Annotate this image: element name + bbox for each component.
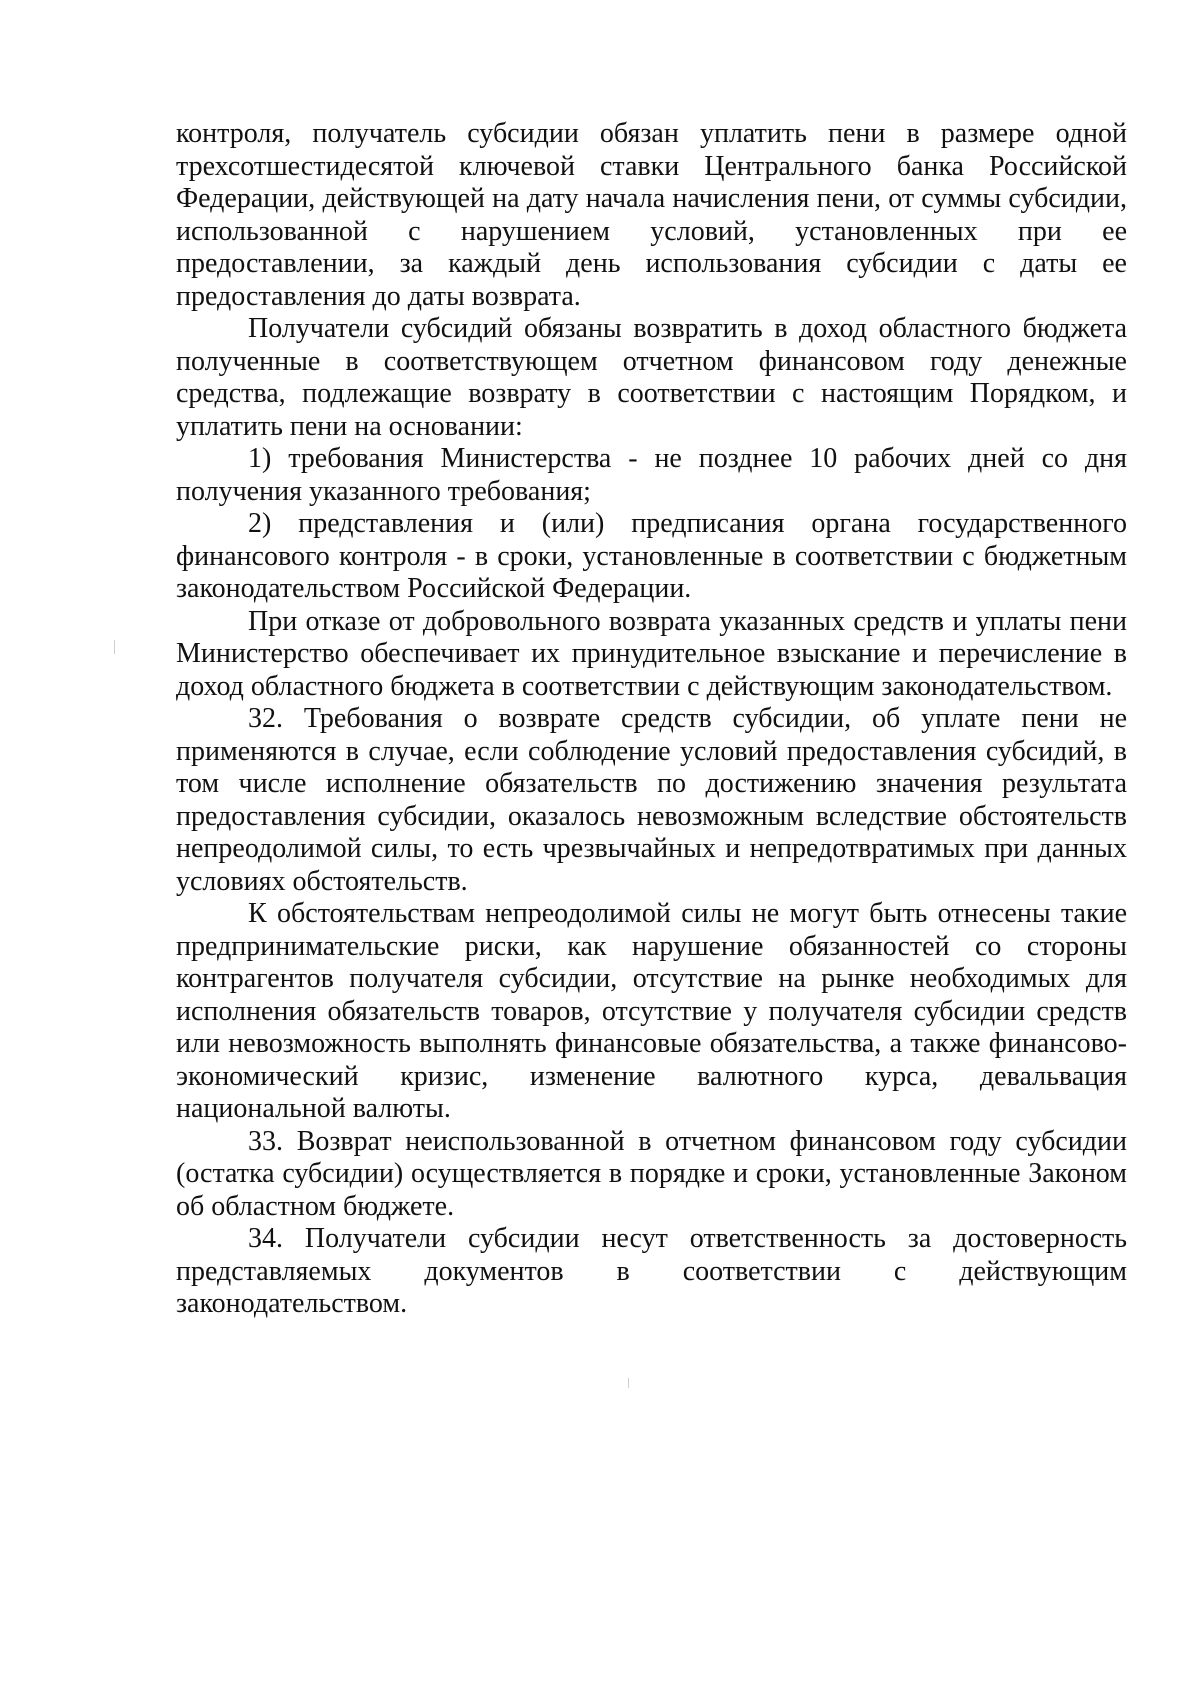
paragraph-item-33: 33. Возврат неиспользованной в отчетном финансовом году субсидии (остатка субсидии) осуществляется в порядке и сроки, установленные Законом об областном бюджете.: [176, 1125, 1127, 1222]
scan-artifact-left: [114, 640, 115, 654]
list-item-financial-control: 2) представления и (или) предписания органа государственного финансового контроля - в сроки, установленные в соответствии с бюджетным законодательством Российской Федерации.: [176, 508, 1127, 604]
paragraph-forced-collection: При отказе от добровольного возврата указанных средств и уплаты пени Министерство обеспечивает их принудительное взыскание и перечисление в доход областного бюджета в соответствии с действующим законодательством.: [176, 605, 1127, 702]
paragraph-item-32: 32. Требования о возврате средств субсидии, об уплате пени не применяются в случае, если соблюдение условий предоставления субсидий, в том числе исполнение обязательств по достижению значения результата предоставления субсидии, оказалось невозможным вследствие обстоятельств непреодолимой силы, то есть чрезвычайных и непредотвратимых при данных условиях обстоятельств.: [176, 703, 1127, 897]
paragraph-item-34: 34. Получатели субсидии несут ответственность за достоверность представляемых документов в соответствии с действующим законодательством.: [176, 1223, 1127, 1319]
paragraph-refund-obligation: Получатели субсидий обязаны возвратить в доход областного бюджета полученные в соответствующем отчетном финансовом году денежные средства, подлежащие возврату в соответствии с настоящим Порядком, и уплатить пени на основании:: [176, 313, 1127, 442]
list-item-ministry-request: 1) требования Министерства - не позднее 10 рабочих дней со дня получения указанного требования;: [176, 443, 1127, 507]
paragraph-penalty-continuation: контроля, получатель субсидии обязан уплатить пени в размере одной трехсотшестидесятой ключевой ставки Центрального банка Российской Федерации, действующей на дату начала начисления пени, от суммы субсидии, использованной с нарушением условий, установленных при ее предоставлении, за каждый день использования субсидии с даты ее предоставления до даты возврата.: [176, 118, 1127, 312]
document-body: [176, 118, 1127, 1321]
paragraph-force-majeure-exclusions: К обстоятельствам непреодолимой силы не могут быть отнесены такие предпринимательские риски, как нарушение обязанностей со стороны контрагентов получателя субсидии, отсутствие на рынке необходимых для исполнения обязательств товаров, отсутствие у получателя субсидии средств или невозможность выполнять финансовые обязательства, а также финансово-экономический кризис, изменение валютного курса, девальвация национальной валюты.: [176, 898, 1127, 1124]
scan-artifact-bottom: [628, 1378, 629, 1388]
